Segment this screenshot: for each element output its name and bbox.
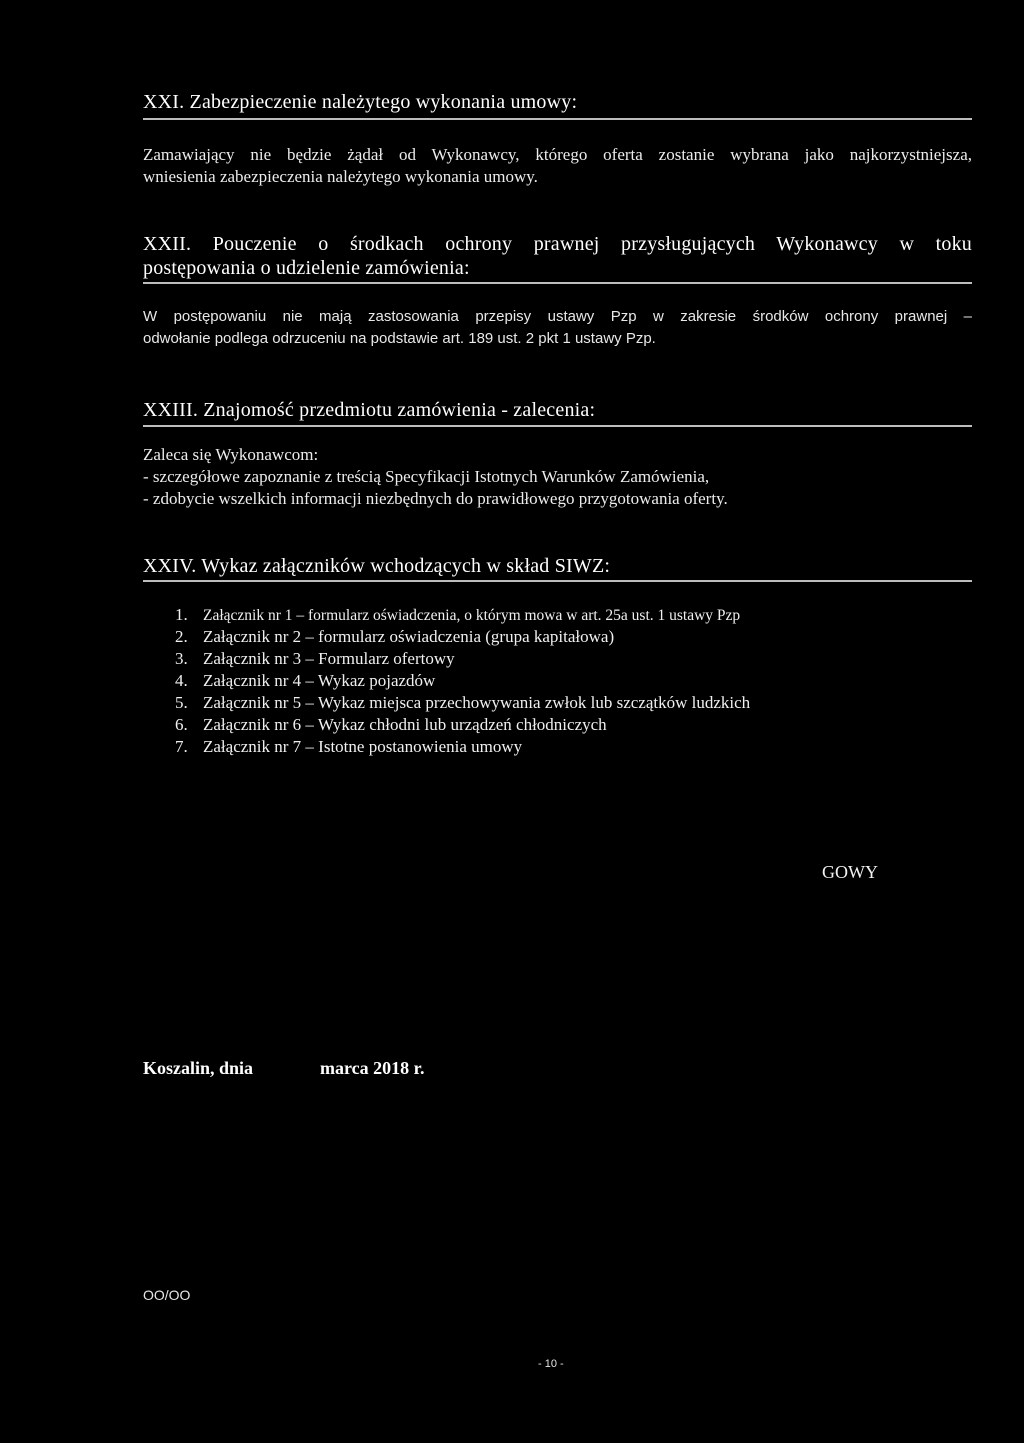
place-label: Koszalin, dnia — [143, 1058, 254, 1078]
list-item-text: Załącznik nr 3 – Formularz ofertowy — [203, 649, 455, 668]
list-item-number: 7. — [175, 737, 188, 756]
section-22-heading-line-1: XXII. Pouczenie o środkach ochrony prawnej przysługujących Wykonawcy w toku — [143, 233, 972, 255]
section-21-rule — [143, 118, 972, 120]
section-23-line-2: - szczegółowe zapoznanie z treścią Specyfikacji Istotnych Warunków Zamówienia, — [143, 467, 710, 486]
section-23-heading: XXIII. Znajomość przedmiotu zamówienia - zalecenia: — [143, 399, 596, 421]
date-label: marca 2018 r. — [320, 1058, 425, 1078]
section-22-heading-line-2: postępowania o udzielenie zamówienia: — [143, 257, 470, 279]
list-item-text: Załącznik nr 1 – formularz oświadczenia, o którym mowa w art. 25a ust. 1 ustawy Pzp — [203, 607, 741, 624]
list-item — [175, 714, 607, 735]
section-21-heading: XXI. Zabezpieczenie należytego wykonania umowy: — [143, 91, 578, 113]
list-item-number: 2. — [175, 627, 188, 646]
list-item-number: 6. — [175, 715, 188, 734]
list-item — [175, 626, 614, 647]
list-item-text: Załącznik nr 5 – Wykaz miejsca przechowywania zwłok lub szczątków ludzkich — [203, 693, 751, 712]
list-item-number: 5. — [175, 693, 188, 712]
section-23-line-1: Zaleca się Wykonawcom: — [143, 445, 319, 464]
list-item-number: 1. — [175, 605, 188, 624]
list-item-number: 4. — [175, 671, 188, 690]
section-22-line-1: W postępowaniu nie mają zastosowania przepisy ustawy Pzp w zakresie środków ochrony prawnej – — [143, 308, 972, 325]
list-item-text: Załącznik nr 2 – formularz oświadczenia (grupa kapitałowa) — [203, 627, 615, 646]
fragment-text: GOWY — [822, 862, 878, 882]
list-item-text: Załącznik nr 7 – Istotne postanowienia umowy — [203, 737, 523, 756]
section-21-line-2: wniesienia zabezpieczenia należytego wykonania umowy. — [143, 167, 538, 186]
list-item-text: Załącznik nr 4 – Wykaz pojazdów — [203, 671, 436, 690]
list-item — [175, 604, 740, 626]
section-23-line-3: - zdobycie wszelkich informacji niezbędnych do prawidłowego przygotowania oferty. — [143, 489, 728, 508]
page-number: - 10 - — [538, 1358, 564, 1370]
list-item-number: 3. — [175, 649, 188, 668]
section-23-rule — [143, 425, 972, 427]
section-22-line-2: odwołanie podlega odrzuceniu na podstawie art. 189 ust. 2 pkt 1 ustawy Pzp. — [143, 330, 656, 347]
list-item-text: Załącznik nr 6 – Wykaz chłodni lub urządzeń chłodniczych — [203, 715, 607, 734]
list-item — [175, 648, 455, 669]
list-item — [175, 736, 522, 757]
list-item — [175, 692, 750, 713]
section-24-heading: XXIV. Wykaz załączników wchodzących w skład SIWZ: — [143, 555, 611, 577]
section-22-rule — [143, 282, 972, 284]
list-item — [175, 670, 435, 691]
document-code: OO/OO — [143, 1287, 191, 1303]
section-24-rule — [143, 580, 972, 582]
section-21-line-1: Zamawiający nie będzie żądał od Wykonawcy, którego oferta zostanie wybrana jako najkorzystniejsza, — [143, 145, 972, 164]
